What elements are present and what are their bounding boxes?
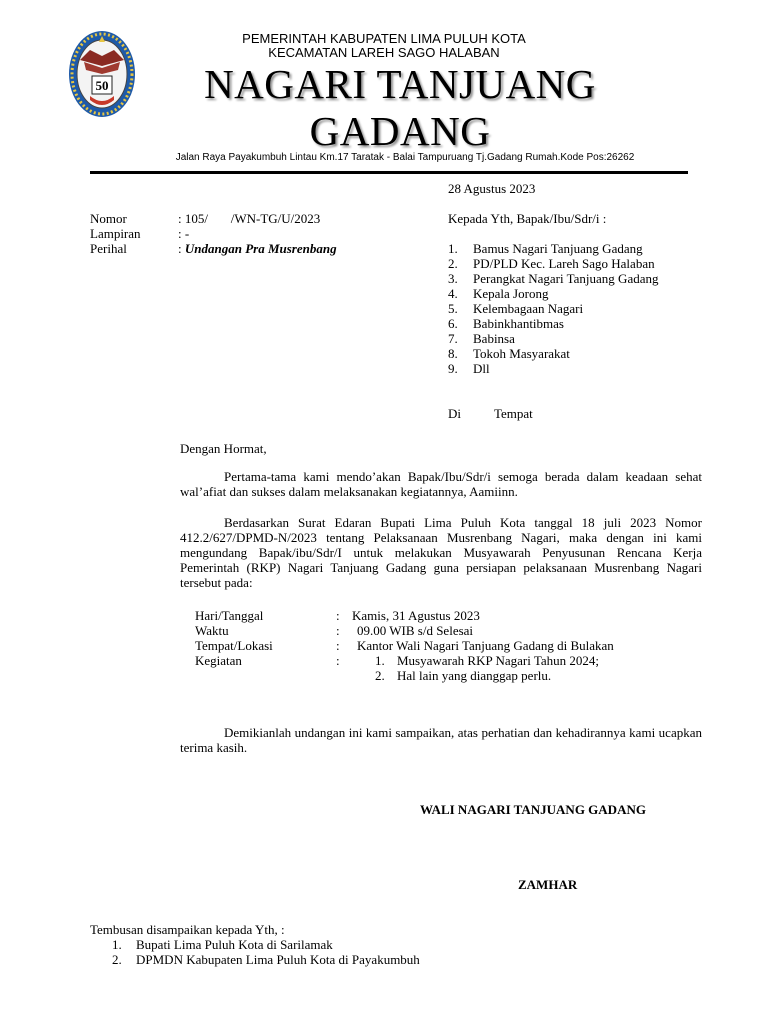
nomor-value: : 105/ /WN-TG/U/2023 — [178, 211, 321, 226]
lampiran-value: : - — [178, 226, 190, 241]
hari-label: Hari/Tanggal — [195, 608, 264, 623]
recipients-list — [448, 241, 658, 376]
emblem-number: 50 — [95, 78, 109, 93]
list-item: 3. Perangkat Nagari Tanjuang Gadang — [448, 271, 659, 286]
recipient-name: Kelembagaan Nagari — [473, 301, 584, 316]
recipient-name: Babinkhantibmas — [473, 316, 564, 331]
kegiatan-item: Hal lain yang dianggap perlu. — [397, 668, 552, 683]
perihal-value: Undangan Pra Musrenbang — [184, 241, 337, 256]
list-item: 7. Babinsa — [448, 331, 515, 346]
kegiatan-colon: : — [336, 653, 340, 668]
hari-value: Kamis, 31 Agustus 2023 — [352, 608, 480, 623]
recipient-name: Dll — [473, 361, 490, 376]
hari-colon: : — [336, 608, 340, 623]
closing-paragraph — [180, 725, 702, 755]
cc-heading: Tembusan disampaikan kepada Yth, : — [90, 922, 285, 937]
perihal-value-wrap — [178, 241, 337, 256]
paragraph-2-text: Berdasarkan Surat Edaran Bupati Lima Puluh Kota tanggal 18 juli 2023 Nomor 412.2/627/DPMD-N/2023 tentang Pelaksanaan Musrenbang Nagari, maka dengan ini kami mengundang Bapak/ibu/Sdr/I untuk melakukan Musyawarah Penyusunan Rencana Kerja Pemerintah (RKP) Nagari Tanjuang Gadang guna persiapan pelaksanaan Musrenbang Nagari tersebut pada: — [180, 515, 702, 590]
kegiatan-list — [375, 653, 599, 683]
government-line-1: PEMERINTAH KABUPATEN LIMA PULUH KOTA — [242, 31, 526, 46]
list-item: 2. PD/PLD Kec. Lareh Sago Halaban — [448, 256, 655, 271]
closing-text: Demikianlah undangan ini kami sampaikan, atas perhatian dan kehadirannya kami ucapkan terima kasih. — [180, 725, 702, 755]
kegiatan-label: Kegiatan — [195, 653, 242, 668]
signatory-name: ZAMHAR — [518, 877, 578, 892]
recipient-name: Perangkat Nagari Tanjuang Gadang — [473, 271, 659, 286]
perihal-label: Perihal — [90, 241, 127, 256]
recipient-name: Bamus Nagari Tanjuang Gadang — [473, 241, 643, 256]
list-item: 6. Babinkhantibmas — [448, 316, 564, 331]
nomor-label: Nomor — [90, 211, 127, 226]
recipient-name: Babinsa — [473, 331, 515, 346]
list-item: 8. Tokoh Masyarakat — [448, 346, 570, 361]
address-line: Jalan Raya Payakumbuh Lintau Km.17 Taratak - Balai Tampuruang Tj.Gadang Rumah.Kode Pos:26262 — [175, 152, 635, 163]
list-item: 9. Dll — [448, 361, 490, 376]
tempat-lokasi-label: Tempat/Lokasi — [195, 638, 273, 653]
cc-recipient: Bupati Lima Puluh Kota di Sarilamak — [136, 937, 333, 952]
kegiatan-item: Musyawarah RKP Nagari Tahun 2024; — [397, 653, 600, 668]
paragraph-1-text: Pertama-tama kami mendo’akan Bapak/Ibu/Sdr/i semoga berada dalam keadaan sehat wal’afiat dan sukses dalam melaksanakan kegiatannya, Aamiinn. — [180, 469, 702, 499]
nagari-title-line-2: GADANG — [309, 108, 491, 154]
recipients-heading: Kepada Yth, Bapak/Ibu/Sdr/i : — [448, 211, 607, 226]
list-item: 1. Musyawarah RKP Nagari Tahun 2024; — [375, 653, 600, 668]
paragraph-1 — [180, 469, 702, 499]
lampiran-label: Lampiran — [90, 226, 141, 241]
list-item: 2. DPMDN Kabupaten Lima Puluh Kota di Payakumbuh — [112, 952, 420, 967]
waktu-value: 09.00 WIB s/d Selesai — [357, 623, 474, 638]
waktu-label: Waktu — [195, 623, 229, 638]
di-label: Di — [448, 406, 461, 421]
tempat-lokasi-colon: : — [336, 638, 340, 653]
recipient-name: PD/PLD Kec. Lareh Sago Halaban — [473, 256, 655, 271]
recipient-name: Tokoh Masyarakat — [473, 346, 570, 361]
nagari-title-line-1: NAGARI TANJUANG — [204, 61, 596, 107]
signatory-title: WALI NAGARI TANJUANG GADANG — [420, 802, 646, 817]
letter-date: 28 Agustus 2023 — [448, 181, 536, 196]
government-line-2: KECAMATAN LAREH SAGO HALABAN — [268, 45, 500, 60]
perihal-colon: : — [178, 241, 185, 256]
waktu-colon: : — [336, 623, 340, 638]
list-item: 1. Bupati Lima Puluh Kota di Sarilamak — [112, 937, 333, 952]
recipient-name: Kepala Jorong — [473, 286, 549, 301]
tempat-lokasi-value: Kantor Wali Nagari Tanjuang Gadang di Bulakan — [357, 638, 614, 653]
list-item: 4. Kepala Jorong — [448, 286, 549, 301]
greeting: Dengan Hormat, — [180, 441, 267, 456]
list-item: 2. Hal lain yang dianggap perlu. — [375, 668, 552, 683]
cc-list — [112, 937, 420, 967]
cc-recipient: DPMDN Kabupaten Lima Puluh Kota di Payakumbuh — [136, 952, 420, 967]
letterhead-divider — [90, 171, 688, 174]
tempat-label: Tempat — [494, 406, 533, 421]
list-item: 1. Bamus Nagari Tanjuang Gadang — [448, 241, 643, 256]
list-item: 5. Kelembagaan Nagari — [448, 301, 584, 316]
paragraph-2 — [180, 515, 702, 590]
